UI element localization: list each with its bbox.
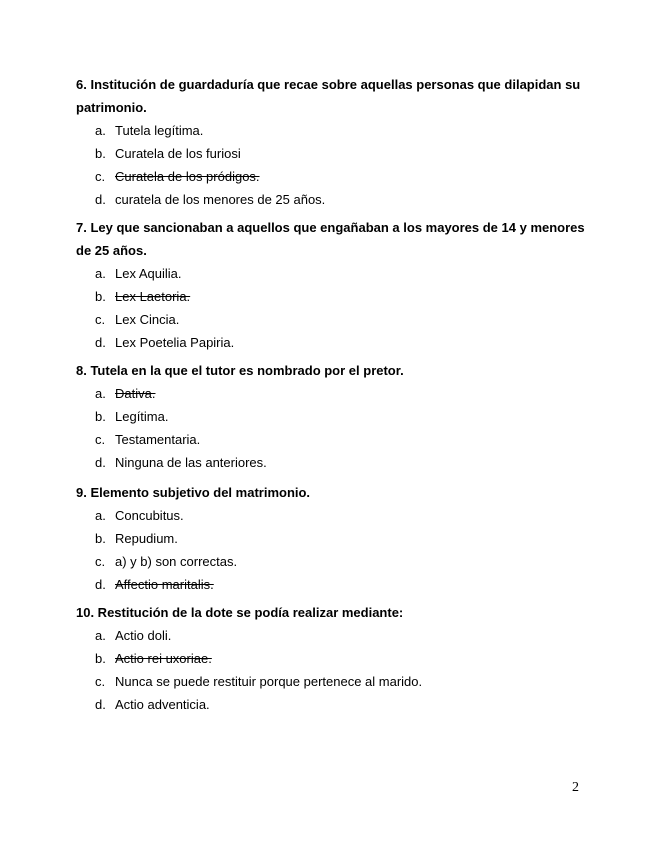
option-letter: c. [95,554,106,569]
option-text: Testamentaria. [115,432,201,447]
option-letter: c. [95,674,106,689]
question-text: 8. Tutela en la que el tutor es nombrado por el pretor. [76,363,404,378]
question-8 [76,359,586,474]
option-letter: a. [95,386,106,401]
option-list [76,624,586,716]
option-text: Actio rei uxoriae. [115,651,212,666]
option-text: Legítima. [115,409,169,424]
question-text: 10. Restitución de la dote se podía realizar mediante: [76,605,404,620]
option-letter: d. [95,335,106,350]
option-item [76,504,586,527]
question-text: 9. Elemento subjetivo del matrimonio. [76,485,311,500]
option-list [76,119,586,211]
option-letter: c. [95,169,106,184]
page-number: 2 [572,780,579,795]
option-item [76,550,586,573]
option-text: Ninguna de las anteriores. [115,455,267,470]
option-text: Actio doli. [115,628,172,643]
option-text: Tutela legítima. [115,123,204,138]
option-item [76,647,586,670]
option-letter: b. [95,289,106,304]
option-text: Actio adventicia. [115,697,210,712]
option-text: Nunca se puede restituir porque pertenece al marido. [115,674,423,689]
option-letter: d. [95,455,106,470]
option-letter: c. [95,432,106,447]
option-item [76,285,586,308]
option-letter: b. [95,146,106,161]
option-text: Lex Poetelia Papiria. [115,335,235,350]
option-letter: b. [95,531,106,546]
question-9 [76,481,586,596]
option-item [76,693,586,716]
option-list [76,382,586,474]
option-item [76,405,586,428]
option-item [76,428,586,451]
question-7 [76,216,586,354]
option-letter: d. [95,192,106,207]
option-letter: a. [95,508,106,523]
option-text: Concubitus. [115,508,184,523]
option-letter: c. [95,312,106,327]
option-text: Curatela de los pródigos. [115,169,260,184]
question-text: 6. Institución de guardaduría que recae sobre aquellas personas que dilapidan su patrimonio. [76,77,581,115]
option-letter: d. [95,577,106,592]
option-text: Lex Aquilia. [115,266,182,281]
option-letter: a. [95,123,106,138]
question-10 [76,601,586,716]
option-item [76,308,586,331]
option-letter: a. [95,628,106,643]
option-text: a) y b) son correctas. [115,554,238,569]
option-item [76,119,586,142]
option-item [76,670,586,693]
option-text: Lex Cincia. [115,312,180,327]
question-6 [76,73,586,211]
option-text: Curatela de los furiosi [115,146,241,161]
option-item [76,573,586,596]
option-item [76,165,586,188]
option-letter: d. [95,697,106,712]
option-text: Lex Laetoria. [115,289,191,304]
option-item [76,262,586,285]
option-item [76,451,586,474]
option-list [76,504,586,596]
option-item [76,382,586,405]
option-letter: b. [95,409,106,424]
option-text: curatela de los menores de 25 años. [115,192,326,207]
option-item [76,624,586,647]
option-text: Affectio maritalis. [115,577,214,592]
option-text: Dativa. [115,386,156,401]
option-text: Repudium. [115,531,178,546]
question-text: 7. Ley que sancionaban a aquellos que engañaban a los mayores de 14 y menores de 25 años. [76,220,585,258]
option-item [76,331,586,354]
option-item [76,527,586,550]
option-item [76,188,586,211]
option-letter: a. [95,266,106,281]
option-list [76,262,586,354]
option-item [76,142,586,165]
option-letter: b. [95,651,106,666]
